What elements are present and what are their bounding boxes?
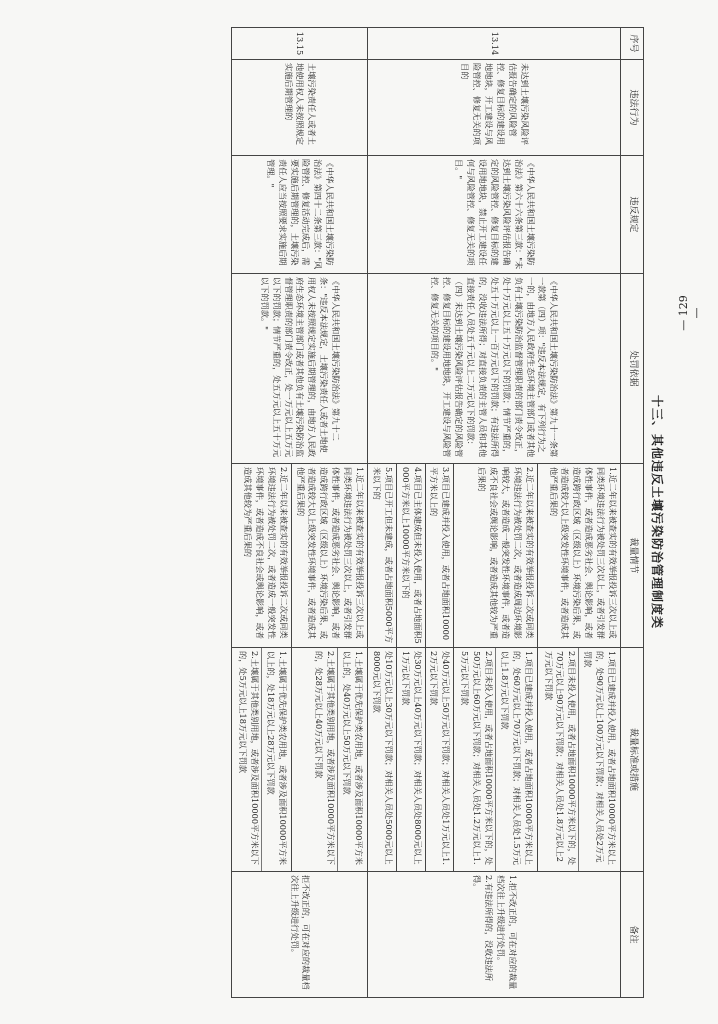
circumstance-cell: 1.近二年以来被查实的有效举报投诉三次以上或同类环境违法行为被处罚三次以上，或者引发群体性事件，或者造成恶劣社会、舆论影响，或者造成跨行政区域（区级以上）环境污染后果，或者造成较大以上级突发性环境事件，或者造成其他严重后果的	[291, 464, 367, 648]
violation-cell: 未达到土壤污染风险评估报告确定的风险管控、修复目标的建设用地地块，开工建设与风险管控、修复无关的项目的	[367, 60, 620, 156]
page-number: — 129 —	[677, 295, 703, 331]
table-row	[291, 28, 367, 998]
header-regulation: 违反规定	[621, 156, 644, 274]
remarks-cell: 1.拒不改正的，可在对应的裁量档次往上升级进行处罚。 2.有违法所得的，没收违法所得。	[367, 872, 620, 998]
basis-cell: 《中华人民共和国土壤污染防治法》第九十一条第一款第（四）项："违反本法规定，有下列行为之一的，由地方人民政府生态环境主管部门或者其他负有土壤污染防治监督管理职责的部门责令改正，处十万元以上五十万元以下的罚款；情节严重的，处五十万元以上一百万元以下的罚款；有违法所得的，没收违法所得；对直接负责的主管人员和其他直接责任人员处五千元以上二万元以下的罚款：（四）未达到土壤污染风险评估报告确定的风险管控、修复目标的建设用地地块，开工建设与风险管控、修复无关的项目的。"	[367, 274, 620, 464]
measure-item: 1.土壤属于优先保护类农用地，或者涉及面积10000平方米以上的，处18万元以上28万元以下罚款	[261, 648, 289, 871]
measures-cell	[537, 648, 620, 872]
header-measures: 裁量标准或措施	[621, 648, 644, 872]
circumstance-cell: 3.项目已建成并投入使用，或者占地面积10000平方米以上的	[425, 464, 454, 648]
measure-item: 2.土壤属于其他类别用地，或者涉及面积10000平方米以下的，处5万元以上18万元以下罚款	[237, 651, 260, 865]
circumstance-cell: 2.近二年以来被查实的有效举报投诉二次或同类环境违法行为被处罚二次，或者造成一般突发性环境事件，或者造成不良社会或舆论影响，或者造成其他较为严重后果的	[232, 464, 292, 648]
violation-cell: 土壤污染责任人或者土地使用权人未按照规定实施后期管理的	[232, 60, 368, 156]
measures-cell: 处40万元以上50万元以下罚款；对相关人员处1万元以上1.2万元以下罚款	[425, 648, 454, 872]
table-title: 十三、其他违反土壤污染防治管理制度类	[650, 394, 664, 629]
circumstance-cell: 5.项目已开工但未建成，或者占地面积5000平方米以下的	[367, 464, 396, 648]
measures-cell: 处30万元以上40万元以下罚款；对相关人员处8000元以上1万元以下罚款	[396, 648, 425, 872]
header-no: 序号	[621, 28, 644, 60]
measures-cell	[291, 648, 367, 872]
measure-item: 2.项目未投入使用，或者占地面积10000平方米以下的，处50万元以上60万元以下罚款；对相关人员处1.2万元以上1.5万元以下罚款	[460, 651, 494, 865]
measure-item: 1.土壤属于优先保护类农用地，或者涉及面积10000平方米以上的，处40万元以上50万元以下罚款	[337, 648, 365, 871]
table-row	[537, 28, 620, 998]
measures-cell	[232, 648, 292, 872]
circumstance-cell: 2.近二年以来被查实的有效举报投诉二次或同类环境违法行为被处罚二次，或者造成周边环境影响较大，或者造成一般突发性环境事件，或者造成不良社会或舆论影响，或者造成其他较为严重后果的	[454, 464, 537, 648]
circumstance-cell: 1.近二年以来被查实的有效举报投诉三次以上或同类环境违法行为被处罚三次以上，或者引发群体性事件，或者造成恶劣社会、舆论影响，或者造成跨行政区域（区级以上）环境污染后果，或者造成较大以上级突发性环境事件，或者造成其他严重后果的	[537, 464, 620, 648]
row-no: 13.14	[367, 28, 620, 60]
basis-cell: 《中华人民共和国土壤污染防治法》第九十二条："违反本法规定，土壤污染责任人或者土地使用权人未按照规定实施后期管理的，由地方人民政府生态环境主管部门或者其他负有土壤污染防治监督管理职责的部门责令改正，处一万元以上五万元以下的罚款；情节严重的，处五万元以上五十万元以下的罚款。"	[232, 274, 368, 464]
measure-item: 2.项目未投入使用，或者占地面积10000平方米以下的，处70万元以上90万元以下罚款；对相关人员处1.8万元以上2万元以下罚款	[543, 651, 578, 865]
header-row	[621, 28, 644, 998]
rotated-sheet	[44, 27, 674, 997]
header-basis: 处罚依据	[621, 274, 644, 464]
measure-item: 2.土壤属于其他类别用地，或者涉及面积10000平方米以下的，处28万元以上40万元以下罚款	[314, 651, 337, 865]
regulation-cell: 《中华人民共和国土壤污染防治法》第六十六条第三款："未达到土壤污染风险评估报告确定的风险管控、修复目标的建设用地地块，禁止开工建设任何与风险管控、修复无关的项目。"	[367, 156, 620, 274]
remarks-cell: 拒不改正的，可在对应的裁量档次往上升级进行处罚。	[232, 872, 368, 998]
circumstance-cell: 4.项目已主体建成但未投入使用，或者占地面积5000平方米以上10000平方米以下的	[396, 464, 425, 648]
measure-item: 1.项目已建成并投入使用，或者占地面积10000平方米以上的，处60万元以上70万元以下罚款；对相关人员处1.5万元以上1.8万元以下罚款	[495, 648, 535, 871]
header-circumstance: 裁量情节	[621, 464, 644, 648]
measure-item: 1.项目已建成并投入使用，或者占地面积10000平方米以上的，处90万元以上100万元以下罚款；对相关人员处2万元罚款	[578, 648, 618, 871]
measures-cell: 处10万元以上30万元以下罚款；对相关人员处5000元以上8000元以下罚款	[367, 648, 396, 872]
penalty-table	[231, 27, 644, 998]
header-remarks: 备注	[621, 872, 644, 998]
measures-cell	[454, 648, 537, 872]
row-no: 13.15	[232, 28, 368, 60]
regulation-cell: 《中华人民共和国土壤污染防治法》第四十二条第三款："风险管控、修复活动完成后，需要实施后期管理的，土壤污染责任人应当按照要求实施后期管理。"	[232, 156, 368, 274]
header-violation: 违法行为	[621, 60, 644, 156]
